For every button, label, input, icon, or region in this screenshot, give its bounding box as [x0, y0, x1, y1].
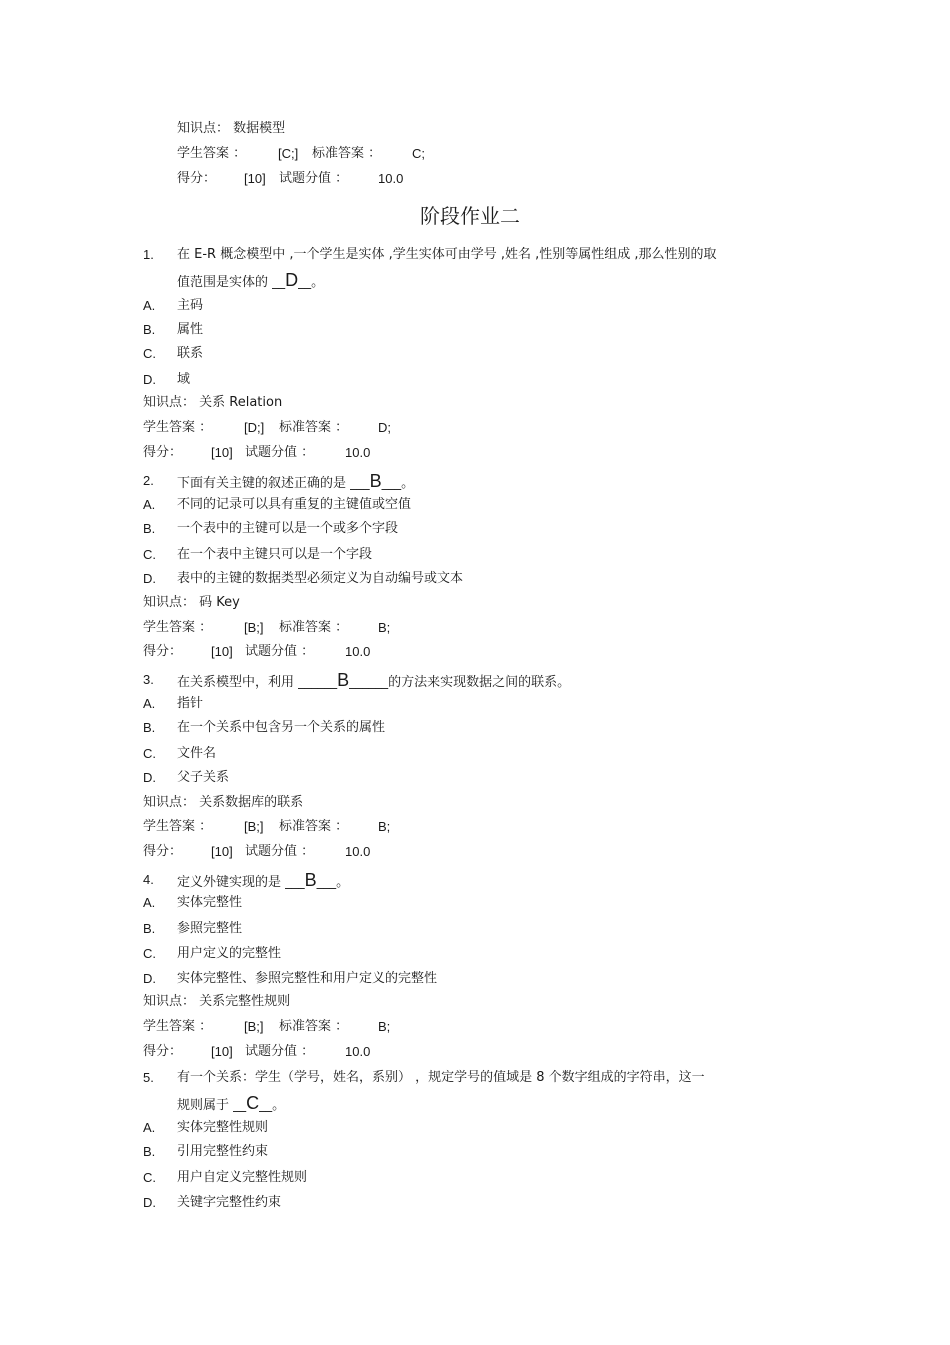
question-text-part: ___。 — [316, 875, 350, 890]
option-letter: D. — [143, 372, 156, 387]
question-text — [177, 472, 414, 493]
answer-letter: B — [369, 471, 382, 491]
student-answer-label: 学生答案 ： — [177, 146, 247, 161]
question-number: 4. — [143, 872, 154, 887]
option-text: 表中的主键的数据类型必须定义为自动编号或文本 — [177, 571, 464, 586]
standard-answer-value: B; — [378, 620, 391, 635]
question-number: 1. — [143, 247, 154, 262]
student-answer-value: [B;] — [244, 819, 264, 834]
option-letter: A. — [143, 298, 156, 313]
student-answer-label: 学生答案 ： — [143, 819, 213, 834]
standard-answer-value: C; — [412, 146, 425, 161]
option-text: 一个表中的主键可以是一个或多个字段 — [177, 521, 399, 536]
option-text: 域 — [177, 372, 191, 387]
student-answer-value: [B;] — [244, 620, 264, 635]
student-answer-label: 学生答案 ： — [143, 620, 213, 635]
knowledge-point: 知识点： 数据模型 — [177, 121, 286, 136]
option-letter: B. — [143, 1144, 156, 1159]
option-letter: A. — [143, 696, 156, 711]
question-text-part: 规则属于 __ — [177, 1098, 247, 1113]
option-letter: C. — [143, 346, 156, 361]
question-text-continued — [177, 271, 324, 292]
option-text: 参照完整性 — [177, 921, 243, 936]
option-letter: D. — [143, 971, 156, 986]
standard-answer-value: D; — [378, 420, 391, 435]
standard-answer-value: B; — [378, 819, 391, 834]
question-text-continued — [177, 1094, 285, 1115]
question-value: 10.0 — [345, 844, 371, 859]
answer-letter: C — [246, 1093, 260, 1113]
option-text: 主码 — [177, 298, 204, 313]
score-label: 得分： — [143, 844, 183, 859]
question-value: 10.0 — [345, 445, 371, 460]
question-value-label: 试题分值 ： — [245, 644, 315, 659]
option-text: 属性 — [177, 322, 204, 337]
option-letter: D. — [143, 571, 156, 586]
question-number: 5. — [143, 1070, 154, 1085]
standard-answer-label: 标准答案 ： — [279, 1019, 349, 1034]
option-text: 不同的记录可以具有重复的主键值或空值 — [177, 497, 412, 512]
knowledge-point: 知识点： 关系数据库的联系 — [143, 795, 304, 810]
option-letter: B. — [143, 322, 156, 337]
option-text: 关键字完整性约束 — [177, 1195, 282, 1210]
question-value: 10.0 — [345, 644, 371, 659]
option-text: 引用完整性约束 — [177, 1144, 269, 1159]
option-text: 用户自定义完整性规则 — [177, 1170, 308, 1185]
option-text: 实体完整性规则 — [177, 1120, 269, 1135]
question-number: 2. — [143, 473, 154, 488]
student-answer-value: [C;] — [278, 146, 299, 161]
knowledge-point: 知识点： 关系完整性规则 — [143, 994, 291, 1009]
student-answer-label: 学生答案 ： — [143, 1019, 213, 1034]
section-title: 阶段作业二 — [420, 204, 520, 228]
question-text: 有一个关系：学生（学号，姓名，系别） ，规定学号的值域是 8 个数字组成的字符串，这一 — [177, 1070, 705, 1085]
question-text-part: 下面有关主键的叙述正确的是 ___ — [177, 476, 370, 491]
question-number: 3. — [143, 672, 154, 687]
question-text-part: 值范围是实体的 __ — [177, 275, 286, 290]
answer-letter: B — [304, 870, 317, 890]
question-value-label: 试题分值 ： — [245, 844, 315, 859]
score-value: [10] — [211, 1044, 233, 1059]
score-label: 得分： — [143, 644, 183, 659]
option-letter: B. — [143, 521, 156, 536]
question-text-part: ______的方法来实现数据之间的联系。 — [349, 675, 571, 690]
question-value-label: 试题分值 ： — [279, 171, 349, 186]
answer-letter: B — [337, 670, 350, 690]
standard-answer-label: 标准答案 ： — [279, 420, 349, 435]
score-value: [10] — [211, 445, 233, 460]
score-value: [10] — [211, 844, 233, 859]
student-answer-value: [B;] — [244, 1019, 264, 1034]
question-text-part: __。 — [259, 1098, 286, 1113]
question-value-label: 试题分值 ： — [245, 1044, 315, 1059]
question-value: 10.0 — [378, 171, 404, 186]
option-text: 实体完整性、参照完整性和用户定义的完整性 — [177, 971, 438, 986]
option-letter: B. — [143, 921, 156, 936]
option-letter: C. — [143, 746, 156, 761]
student-answer-value: [D;] — [244, 420, 265, 435]
option-text: 实体完整性 — [177, 895, 243, 910]
option-text: 文件名 — [177, 746, 217, 761]
option-letter: C. — [143, 547, 156, 562]
option-text: 指针 — [177, 696, 204, 711]
option-text: 在一个表中主键只可以是一个字段 — [177, 547, 373, 562]
option-letter: C. — [143, 1170, 156, 1185]
option-letter: A. — [143, 1120, 156, 1135]
score-label: 得分： — [143, 1044, 183, 1059]
standard-answer-value: B; — [378, 1019, 391, 1034]
question-text — [177, 671, 570, 692]
standard-answer-label: 标准答案 ： — [312, 146, 382, 161]
option-text: 联系 — [177, 346, 204, 361]
score-value: [10] — [244, 171, 266, 186]
question-text — [177, 871, 349, 892]
knowledge-point: 知识点： 码 Key — [143, 595, 240, 610]
score-label: 得分： — [177, 171, 217, 186]
question-text-part: 定义外键实现的是 ___ — [177, 875, 305, 890]
option-text: 在一个关系中包含另一个关系的属性 — [177, 720, 386, 735]
knowledge-point: 知识点： 关系 Relation — [143, 395, 283, 410]
question-text: 在 E-R 概念模型中 ,一个学生是实体 ,学生实体可由学号 ,姓名 ,性别等属性组成 ,那么性别的取 — [177, 247, 717, 262]
standard-answer-label: 标准答案 ： — [279, 620, 349, 635]
option-text: 父子关系 — [177, 770, 230, 785]
answer-letter: D — [285, 270, 299, 290]
student-answer-label: 学生答案 ： — [143, 420, 213, 435]
score-value: [10] — [211, 644, 233, 659]
question-text-part: ___。 — [381, 476, 415, 491]
option-text: 用户定义的完整性 — [177, 946, 282, 961]
question-value-label: 试题分值 ： — [245, 445, 315, 460]
question-text-part: __。 — [298, 275, 325, 290]
score-label: 得分： — [143, 445, 183, 460]
standard-answer-label: 标准答案 ： — [279, 819, 349, 834]
question-text-part: 在关系模型中，利用 ______ — [177, 675, 338, 690]
option-letter: B. — [143, 720, 156, 735]
option-letter: A. — [143, 497, 156, 512]
option-letter: A. — [143, 895, 156, 910]
option-letter: D. — [143, 1195, 156, 1210]
option-letter: C. — [143, 946, 156, 961]
option-letter: D. — [143, 770, 156, 785]
question-value: 10.0 — [345, 1044, 371, 1059]
